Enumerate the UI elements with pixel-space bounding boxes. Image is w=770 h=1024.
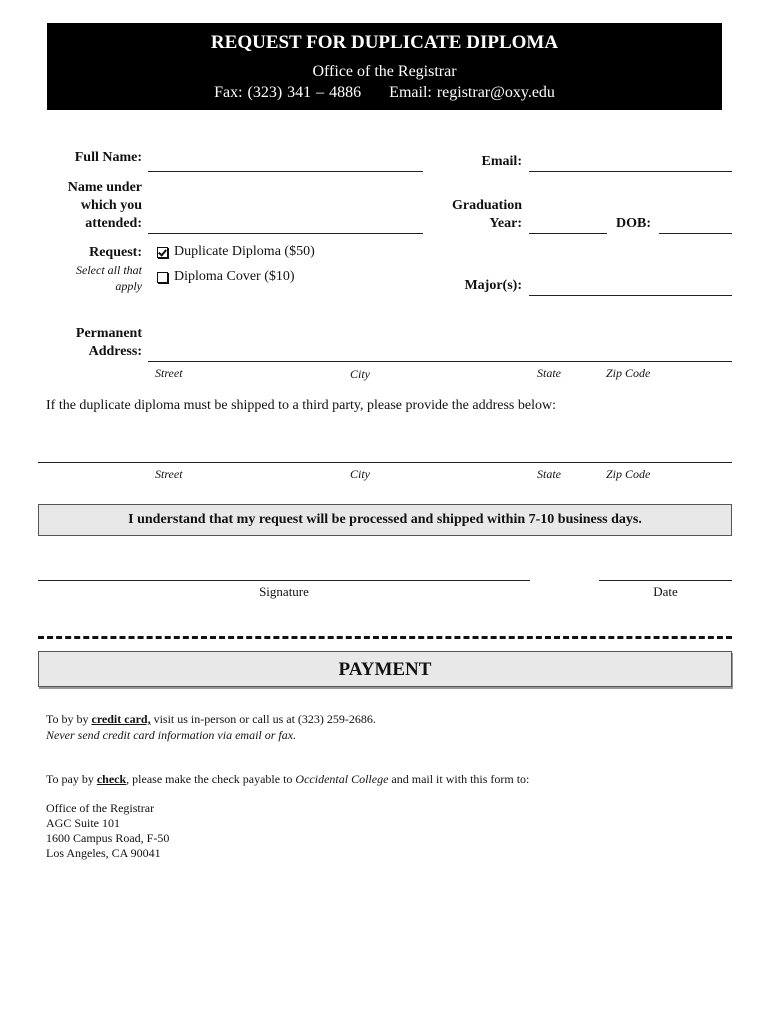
select-all-line-2: apply [115, 279, 142, 293]
contact-line [47, 84, 722, 102]
name-attended-field[interactable] [148, 233, 423, 234]
payment-section-header [38, 651, 732, 687]
full-name-field[interactable] [148, 171, 423, 172]
processing-notice [38, 504, 732, 536]
checkbox-unchecked-icon[interactable] [157, 272, 168, 283]
cc-text-post: visit us in-person or call us at (323) 259-2686. [150, 712, 376, 726]
signature-caption: Signature [259, 584, 309, 599]
zip-caption: Zip Code [606, 366, 651, 380]
request-label: Request: [89, 245, 142, 260]
checkbox-checked-icon[interactable] [157, 247, 168, 258]
graduation-line-1: Graduation [451, 198, 522, 213]
permanent-line-1: Permanent [75, 326, 142, 341]
third-party-instruction: If the duplicate diploma must be shipped to a third party, please provide the address below: [46, 398, 556, 413]
third-party-address-field[interactable] [38, 462, 732, 463]
graduation-year-label [430, 197, 522, 233]
signature-field[interactable] [38, 580, 530, 581]
email-label: Email: [481, 154, 522, 169]
email-address: Email: registrar@oxy.edu [389, 84, 555, 101]
mailing-address-line-1: Office of the Registrar [46, 801, 155, 815]
mailing-address [46, 801, 169, 861]
mailing-address-line-2: AGC Suite 101 [46, 816, 121, 830]
name-under-line-3: attended: [85, 216, 142, 231]
permanent-address-label [40, 325, 142, 361]
credit-card-warning: Never send credit card information via email or fax. [46, 728, 297, 742]
graduation-year-field[interactable] [529, 233, 607, 234]
email-field[interactable] [529, 171, 732, 172]
street-caption-2: Street [155, 467, 183, 481]
name-under-line-2: which you [80, 198, 142, 213]
credit-card-term: credit card, [91, 712, 151, 726]
cc-text-pre: To by by [46, 712, 92, 726]
check-text-pre: To pay by [46, 772, 97, 786]
fax-number: Fax: (323) 341 – 4886 [214, 84, 362, 101]
full-name-label: Full Name: [74, 150, 142, 165]
dob-label: DOB: [616, 216, 651, 231]
name-under-line-1: Name under [67, 180, 142, 195]
zip-caption-2: Zip Code [606, 467, 651, 481]
check-text-mid: , please make the check payable to [126, 772, 296, 786]
payment-title: PAYMENT [338, 659, 432, 680]
processing-notice-text: I understand that my request will be processed and shipped within 7-10 business days. [128, 512, 642, 527]
check-text-post: and mail it with this form to: [388, 772, 530, 786]
select-all-line-1: Select all that [76, 263, 142, 277]
state-caption-2: State [537, 467, 561, 481]
city-caption-2: City [350, 467, 370, 481]
permanent-address-field[interactable] [148, 361, 732, 362]
form-title: REQUEST FOR DUPLICATE DIPLOMA [210, 32, 559, 53]
state-caption: State [537, 366, 561, 380]
duplicate-diploma-option[interactable] [157, 244, 315, 260]
office-name: Office of the Registrar [312, 63, 457, 80]
dob-field[interactable] [659, 233, 732, 234]
street-caption: Street [155, 366, 183, 380]
name-under-label [40, 179, 142, 233]
city-caption: City [350, 367, 370, 381]
duplicate-diploma-label: Duplicate Diploma ($50) [174, 244, 315, 259]
credit-card-instructions [46, 712, 376, 727]
cut-line-divider [38, 636, 732, 639]
permanent-line-2: Address: [88, 344, 142, 359]
majors-label: Major(s): [464, 278, 522, 293]
check-instructions [46, 772, 529, 787]
diploma-cover-option[interactable] [157, 269, 295, 285]
date-field[interactable] [599, 580, 732, 581]
form-header [47, 23, 722, 110]
majors-field[interactable] [529, 295, 732, 296]
graduation-line-2: Year: [489, 216, 522, 231]
mailing-address-line-4: Los Angeles, CA 90041 [46, 846, 161, 860]
diploma-cover-label: Diploma Cover ($10) [174, 269, 295, 284]
check-term: check [96, 772, 127, 786]
check-payee: Occidental College [295, 772, 389, 786]
select-all-hint [40, 262, 142, 294]
date-caption: Date [653, 584, 678, 599]
mailing-address-line-3: 1600 Campus Road, F-50 [46, 831, 170, 845]
